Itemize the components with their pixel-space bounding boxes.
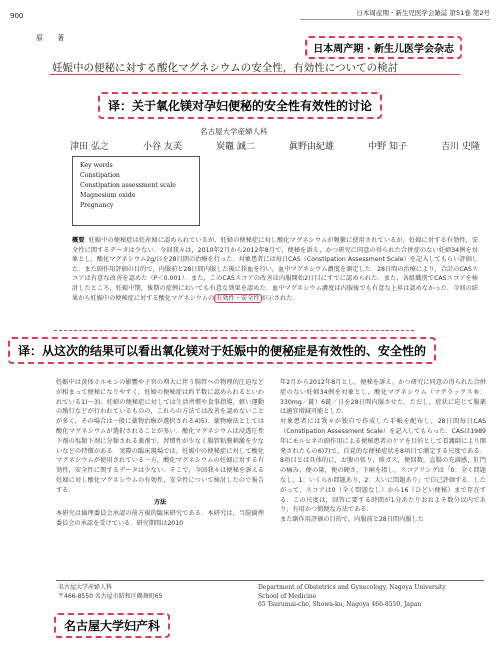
body-paragraph: また副作用評価の目的で，内服前と28日間内服した xyxy=(280,516,424,524)
body-paragraph: 年2月から2012年8月とし，便秘を訴え，かつ研究に同意の得られた合併症のない妊婦34例を対象とし，酸化マグネシウム（マグラックス®：330mg／錠）6錠／日を28日間内服させた．ただし，症状に応じて服薬は適宜増減可能とした． xyxy=(280,379,486,416)
abstract xyxy=(72,236,478,303)
author: 吉川 史隆 xyxy=(441,142,480,152)
section-label: 原 著 xyxy=(36,34,71,42)
abstract-label: 概要 xyxy=(72,237,85,244)
body-paragraph: 対象患者には我々が独自で作成した手帳を配布し，28日間毎日CAS（Constipation Assessment Scale）を記入してもらった．CASは1989年にモルヒネの副作用による便秘患者のケアを目的として看護師により開発されたもの6)7)で，自覚的な便秘症状を8項目で測定する尺度である．8項目とは具体的に，お腹の張り，排ガス，便回数，直腸の充満感，肛門の痛み，便の量，便の硬さ，下痢を指し，スコアリングは「0：全く問題なし，1：いくらか問題あり，2：大いに問題あり」で自己評価する．したがって，スコアは0（全く問題なし）から16（ひどい便秘）まで存在する．この尺度は，回答に要する時間が1分あたりおおよそ数分以内であり，有用かつ簡便な方法である． xyxy=(280,418,486,514)
footnote-rule xyxy=(56,580,484,581)
body-column-right xyxy=(280,378,486,525)
journal-volume: 第51巻 xyxy=(449,9,471,17)
footnote-line: Department of Obstetrics and Gynecology, Nagoya University xyxy=(258,584,446,591)
footnote-line: 名古屋大学産婦人科 xyxy=(58,584,113,591)
abstract-highlight: 有効性・安全性 xyxy=(216,294,260,302)
conclusion-translation-text: 从这次的结果可以看出氧化镁对于妊娠中的便秘症是有效性的、安全性的 xyxy=(42,344,427,358)
abstract-text: 妊娠中の便秘症は妊産婦に認められているが，妊婦の便秘症に対し酸化マグネシウムが頻繁に使用されているが，妊婦に対する有効性，安全性に関するデータは少ない．今回我々は，2010年2月から2012年8月で，便秘を訴え，かつ研究に同意の得られた合併症のない妊婦34例を対象とし，酸化マグネシウム2g/日を28日間の治療を行った．対象患者には毎日CAS（Constipation Assessment Scale）を記入してもらい評価した．また副作用評価の目的で，内服前と28日間内服した後に採血を行い，血中マグネシウム濃度を測定した．28日間の治療により，合計のCASスコアは有意な改善を認めた（P＜0.001）．また，このCASスコアの改善は内服開始2日目にすでに認められた．また，各組織別でCASスコアを検討したところ，妊娠中期，後期の症例においても有意な効果を認めた．血中マグネシウム濃度は内服後でも有意な上昇は認めなかった．今回の結果から妊娠中の便秘症に対する酸化マグネシウムの xyxy=(72,237,479,302)
method-heading: 方法 xyxy=(153,498,167,506)
keyword-item: Magnesium oxide xyxy=(80,192,136,199)
affiliation: 名古屋大学産婦人科 xyxy=(200,127,268,136)
keywords-box xyxy=(72,156,200,226)
footnote-japanese xyxy=(58,584,162,601)
keywords-heading: Key words xyxy=(80,162,113,169)
journal-issue: 第2号 xyxy=(472,9,490,17)
author: 炭竈 誠二 xyxy=(215,142,255,152)
conclusion-translation-annotation xyxy=(8,337,436,364)
footnote-line: School of Medicine xyxy=(258,592,317,600)
author: 津田 弘之 xyxy=(70,142,109,152)
title-translation-text: 关于氧化镁对孕妇便秘的安全性有效性的讨论 xyxy=(132,99,373,113)
article-title: 妊娠中の便秘に対する酸化マグネシウムの安全性，有効性についての検討 xyxy=(52,62,399,74)
journal-header xyxy=(300,8,490,20)
journal-annotation: 日本周产期 · 新生儿医学会杂志 xyxy=(305,36,462,59)
author: 小谷 友美 xyxy=(142,142,182,152)
keyword-item: Pregnancy xyxy=(80,202,114,209)
keyword-item: Constipation assessment scale xyxy=(80,182,176,189)
translation-prefix: 译： xyxy=(18,344,43,358)
footnote-line: 〒466-8550 名古屋市昭和区鶴舞町65 xyxy=(58,592,163,600)
author-list xyxy=(70,139,480,152)
page-number: 900 xyxy=(10,12,24,20)
header-rule xyxy=(300,19,490,20)
annotation-divider xyxy=(54,330,414,331)
body-column-left xyxy=(56,378,264,529)
title-underline xyxy=(50,74,460,75)
footnote-english xyxy=(258,584,486,610)
title-translation-annotation xyxy=(98,92,382,119)
author: 眞野由紀雄 xyxy=(288,142,334,152)
body-paragraph: 妊娠中は黄体ホルモンの影響や子宮の増大に伴う腸管への物理的圧迫などが相まって便秘になりやすく，妊婦の便秘症は約半数に認められるといわれている1)〜3)．妊婦の便秘症に対しては生活習慣や食事指導，軽い運動の励行などが行われているものの，これらの方法では改善を認めないことが多く，その場合は一般に薬物治療が選択される4)5)．薬物療法としては酸化マグネシウムが選択されることが多い．酸化マグネシウムは浸透圧性下剤の塩類下剤に分類される薬剤で，習慣性が少なく腸管粘膜刺激を少ないなどの特徴がある．実際の臨床現場では，妊娠中の便秘症に対して酸化マグネシウムが使用されている一方，酸化マグネシウムの妊婦に対する有効性，安全性に関するデータは少ない．そこで，今回我々は便秘を訴える妊婦に対し酸化マグネシウムの有効性，安全性について検討したので報告する． xyxy=(56,379,264,494)
author: 中野 知子 xyxy=(368,142,407,152)
institution-annotation: 名古屋大学妇产科 xyxy=(54,613,170,638)
journal-title: 日本周産期・新生児医学会雑誌 xyxy=(356,9,448,17)
keyword-item: Constipation xyxy=(80,172,120,179)
body-paragraph: 本研究は倫理委員会承認の前方視的臨床研究である．本研究は，当院倫理委員会の承認を受けている．研究期間は2010 xyxy=(56,510,264,528)
translation-prefix: 译： xyxy=(108,99,133,113)
footnote-line: 65 Tsurumai-cho, Showa-ku, Nagoya 466-8550, Japan xyxy=(258,601,422,608)
abstract-ending: が示された． xyxy=(261,294,299,302)
